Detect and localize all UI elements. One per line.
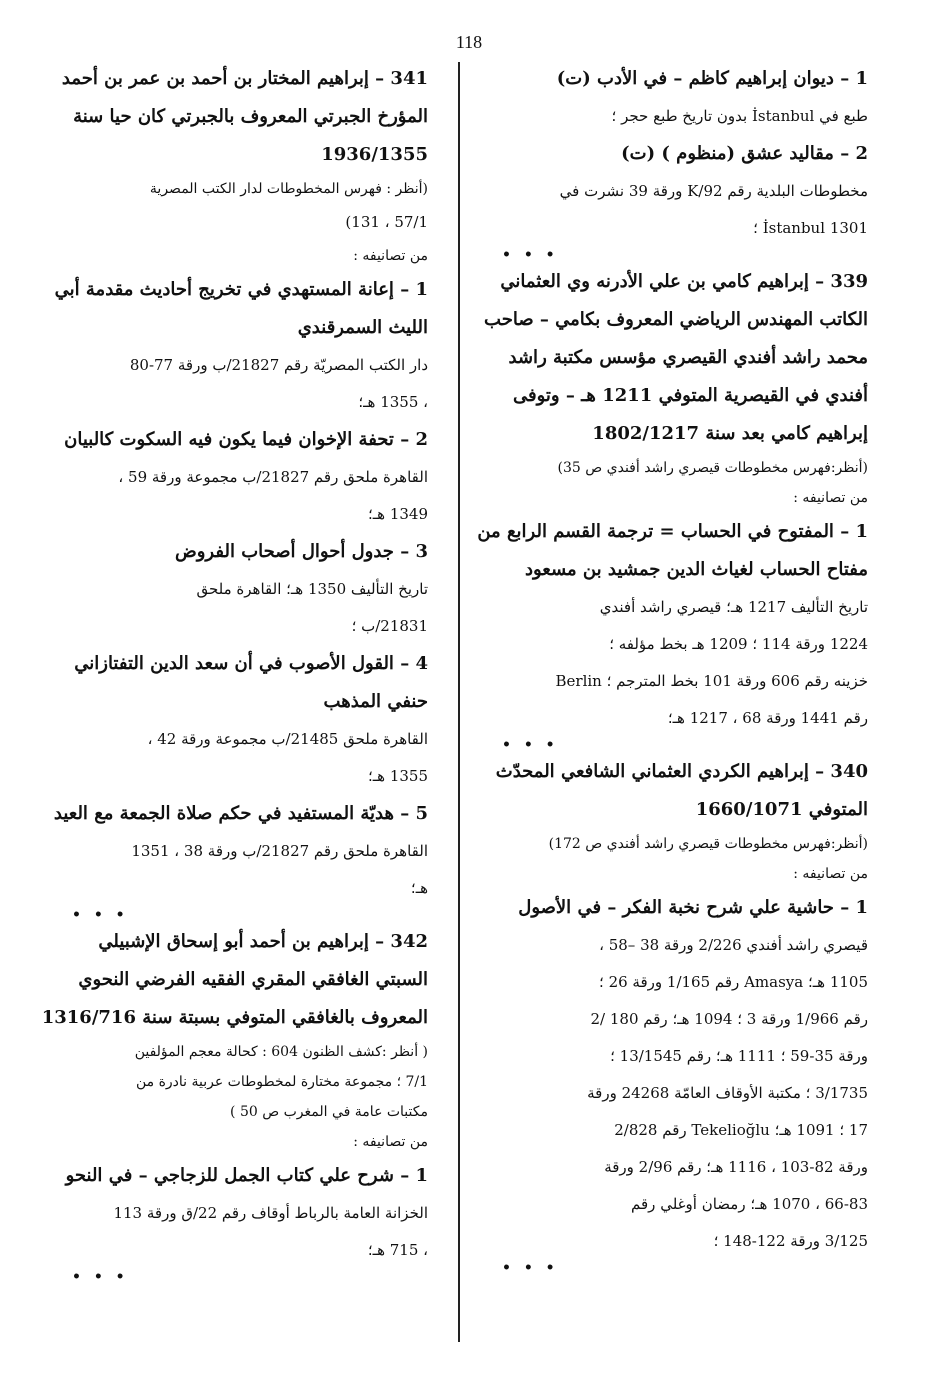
entry-separator: • • • [502, 247, 559, 263]
entry-text-line: تاريخ التأليف 1217 هـ؛ قيصري راشد أفندي [599, 598, 868, 616]
entry-text-line: القاهرة ملحق رقم 21827/ب ورقة 38 ، 1351 [131, 842, 428, 860]
entry-text-line: من تصانيفه : [793, 866, 868, 882]
entry-heading-line: إبراهيم كامي بعد سنة 1802/1217 [592, 423, 868, 444]
entry-heading-line: 339 – إبراهيم كامي بن علي الأدرنه وي العثماني [500, 271, 868, 292]
entry-text-line: ورقة 35-59 ؛ 1111 هـ؛ رقم 13/1545 ؛ [610, 1047, 868, 1065]
entry-text-line: (أنظر:فهرس مخطوطات قيصري راشد أفندي ص 172) [548, 836, 868, 852]
entry-text-line: القاهرة ملحق رقم 21827/ب مجموعة ورقة 59 ، [118, 468, 428, 486]
entry-text-line: طبع في İstanbul بدون تاريخ طبع حجر ؛ [611, 107, 868, 125]
entry-text-line: 17 ؛ 1091 هـ؛ Tekelioğlu رقم 2/828 [614, 1121, 868, 1139]
entry-text-line: 66-83 ، 1070 هـ؛ رمضان أوغلي رقم [631, 1195, 868, 1213]
entry-text-line: هـ؛ [410, 879, 428, 897]
entry-text-line: تاريخ التأليف 1350 هـ؛ القاهرة ملحق [196, 580, 428, 598]
entry-heading-line: مفتاح الحساب لغياث الدين جمشيد بن مسعود [524, 559, 868, 580]
entry-text-line: 3/125 ورقة 122-148 ؛ [713, 1232, 868, 1250]
entry-heading-line: المعروف بالغافقي المتوفي بسبتة سنة 1316/716 [41, 1007, 428, 1028]
entry-text-line: القاهرة ملحق 21485/ب مجموعة ورقة 42 ، [147, 730, 428, 748]
entry-text-line: 1224 ورقة 114 ؛ 1209 هـ بخط مؤلفه ؛ [609, 635, 868, 653]
entry-text-line: 1349 هـ؛ [367, 505, 428, 523]
entry-text-line: 3/1735 ؛ مكتبة الأوقاف العامّة 24268 ورقة [587, 1084, 868, 1102]
entry-text-line: 7/1 ؛ مجموعة مختارة لمخطوطات عربية نادرة من [135, 1074, 428, 1090]
entry-text-line: من تصانيفه : [353, 1134, 428, 1150]
entry-heading-line: السبتي الغافقي المقري الفقيه الفرضي النحوي [78, 969, 428, 990]
entry-text-line: 21831/ب ؛ [351, 617, 428, 635]
entry-heading-line: 1 – إعانة المستهدي في تخريج أحاديث مقدمة أبي [54, 279, 428, 300]
entry-text-line: 57/1 ، 131) [345, 213, 428, 231]
entry-text-line: 1301 İstanbul ؛ [753, 219, 868, 237]
entry-heading-line: 2 – تحفة الإخوان فيما يكون فيه السكوت كالبيان [64, 429, 428, 450]
entry-text-line: (أنظر:فهرس مخطوطات قيصري راشد أفندي ص 35) [557, 460, 868, 476]
entry-separator: • • • [502, 1260, 559, 1276]
column-divider [458, 62, 460, 1342]
entry-text-line: دار الكتب المصريّة رقم 21827/ب ورقة 77-80 [129, 356, 428, 374]
entry-text-line: قيصري راشد أفندي 2/226 ورقة 38 –58 ، [599, 936, 868, 954]
entry-heading-line: 5 – هديّة المستفيد في حكم صلاة الجمعة مع العيد [53, 803, 428, 824]
entry-heading-line: 341 – إبراهيم المختار بن أحمد بن عمر بن أحمد [61, 68, 428, 89]
left-column [41, 60, 428, 1285]
entry-text-line: رقم 1441 ورقة 68 ، 1217 هـ؛ [667, 709, 868, 727]
entry-heading-line: 3 – جدول أحوال أصحاب الفروض [174, 541, 428, 562]
entry-text-line: من تصانيفه : [793, 490, 868, 506]
entry-heading-line: الكاتب المهندس الرياضي المعروف بكامي – صاحب [484, 309, 868, 330]
entry-heading-line: 2 – مقاليد عشق (منظوم ) (ت) [621, 143, 868, 164]
entry-heading-line: 342 – إبراهيم بن أحمد أبو إسحاق الإشبيلي [98, 931, 428, 952]
entry-text-line: ( أنظر :كشف الظنون 604 : كحالة معجم المؤلفين [134, 1044, 428, 1060]
entry-text-line: رقم 1/966 ورقة 3 ؛ 1094 هـ؛ رقم 180 /2 [590, 1010, 868, 1028]
entry-text-line: مخطوطات البلدية رقم 92/K ورقة 39 نشرت في [559, 182, 868, 200]
entry-separator: • • • [72, 907, 129, 923]
entry-text-line: من تصانيفه : [353, 248, 428, 264]
entry-heading-line: الليث السمرقندي [297, 317, 428, 338]
entry-text-line: مكتبات عامة في المغرب ص 50 ) [230, 1104, 428, 1120]
entry-text-line: 1105 هـ؛ Amasya رقم 1/165 ورقة 26 ؛ [599, 973, 868, 991]
entry-heading-line: 1936/1355 [321, 144, 428, 165]
page-number: 118 [455, 32, 483, 52]
entry-heading-line: 340 – إبراهيم الكردي العثماني الشافعي المحدّث [495, 761, 868, 782]
right-column [477, 60, 868, 1276]
entry-text-line: خزينه رقم 606 ورقة 101 بخط المترجم ؛ Berlin [555, 672, 868, 690]
entry-text-line: ، 1355 هـ؛ [358, 393, 428, 411]
entry-heading-line: 1 – ديوان إبراهيم كاظم – في الأدب (ت) [556, 68, 868, 89]
entry-heading-line: 4 – القول الأصوب في أن سعد الدين التفتازاني [74, 653, 428, 674]
entry-text-line: ، 715 هـ؛ [367, 1241, 428, 1259]
entry-heading-line: المتوفي 1660/1071 [695, 799, 868, 820]
entry-heading-line: أفندي في القيصرية المتوفي 1211 هـ – وتوفى [513, 385, 868, 406]
entry-text-line: ورقة 82-103 ، 1116 هـ؛ رقم 2/96 ورقة [604, 1158, 868, 1176]
entry-separator: • • • [502, 737, 559, 753]
entry-heading-line: حنفي المذهب [323, 691, 428, 712]
entry-heading-line: 1 – المفتوح في الحساب = ترجمة القسم الرابع من [477, 521, 868, 542]
entry-text-line: (أنظر : فهرس المخطوطات لدار الكتب المصرية [149, 181, 428, 197]
entry-heading-line: 1 – حاشية علي شرح نخبة الفكر – في الأصول [518, 897, 868, 918]
entry-heading-line: 1 – شرح علي كتاب الجمل للزجاجي – في النحو [65, 1165, 428, 1186]
entry-heading-line: المؤرخ الجبرتي المعروف بالجبرتي كان حيا سنة [73, 106, 428, 127]
entry-text-line: 1355 هـ؛ [367, 767, 428, 785]
entry-heading-line: محمد راشد أفندي القيصري مؤسس مكتبة راشد [508, 347, 868, 368]
entry-text-line: الخزانة العامة بالرباط أوقاف رقم 22/ق ورقة 113 [113, 1204, 428, 1222]
entry-separator: • • • [72, 1269, 129, 1285]
